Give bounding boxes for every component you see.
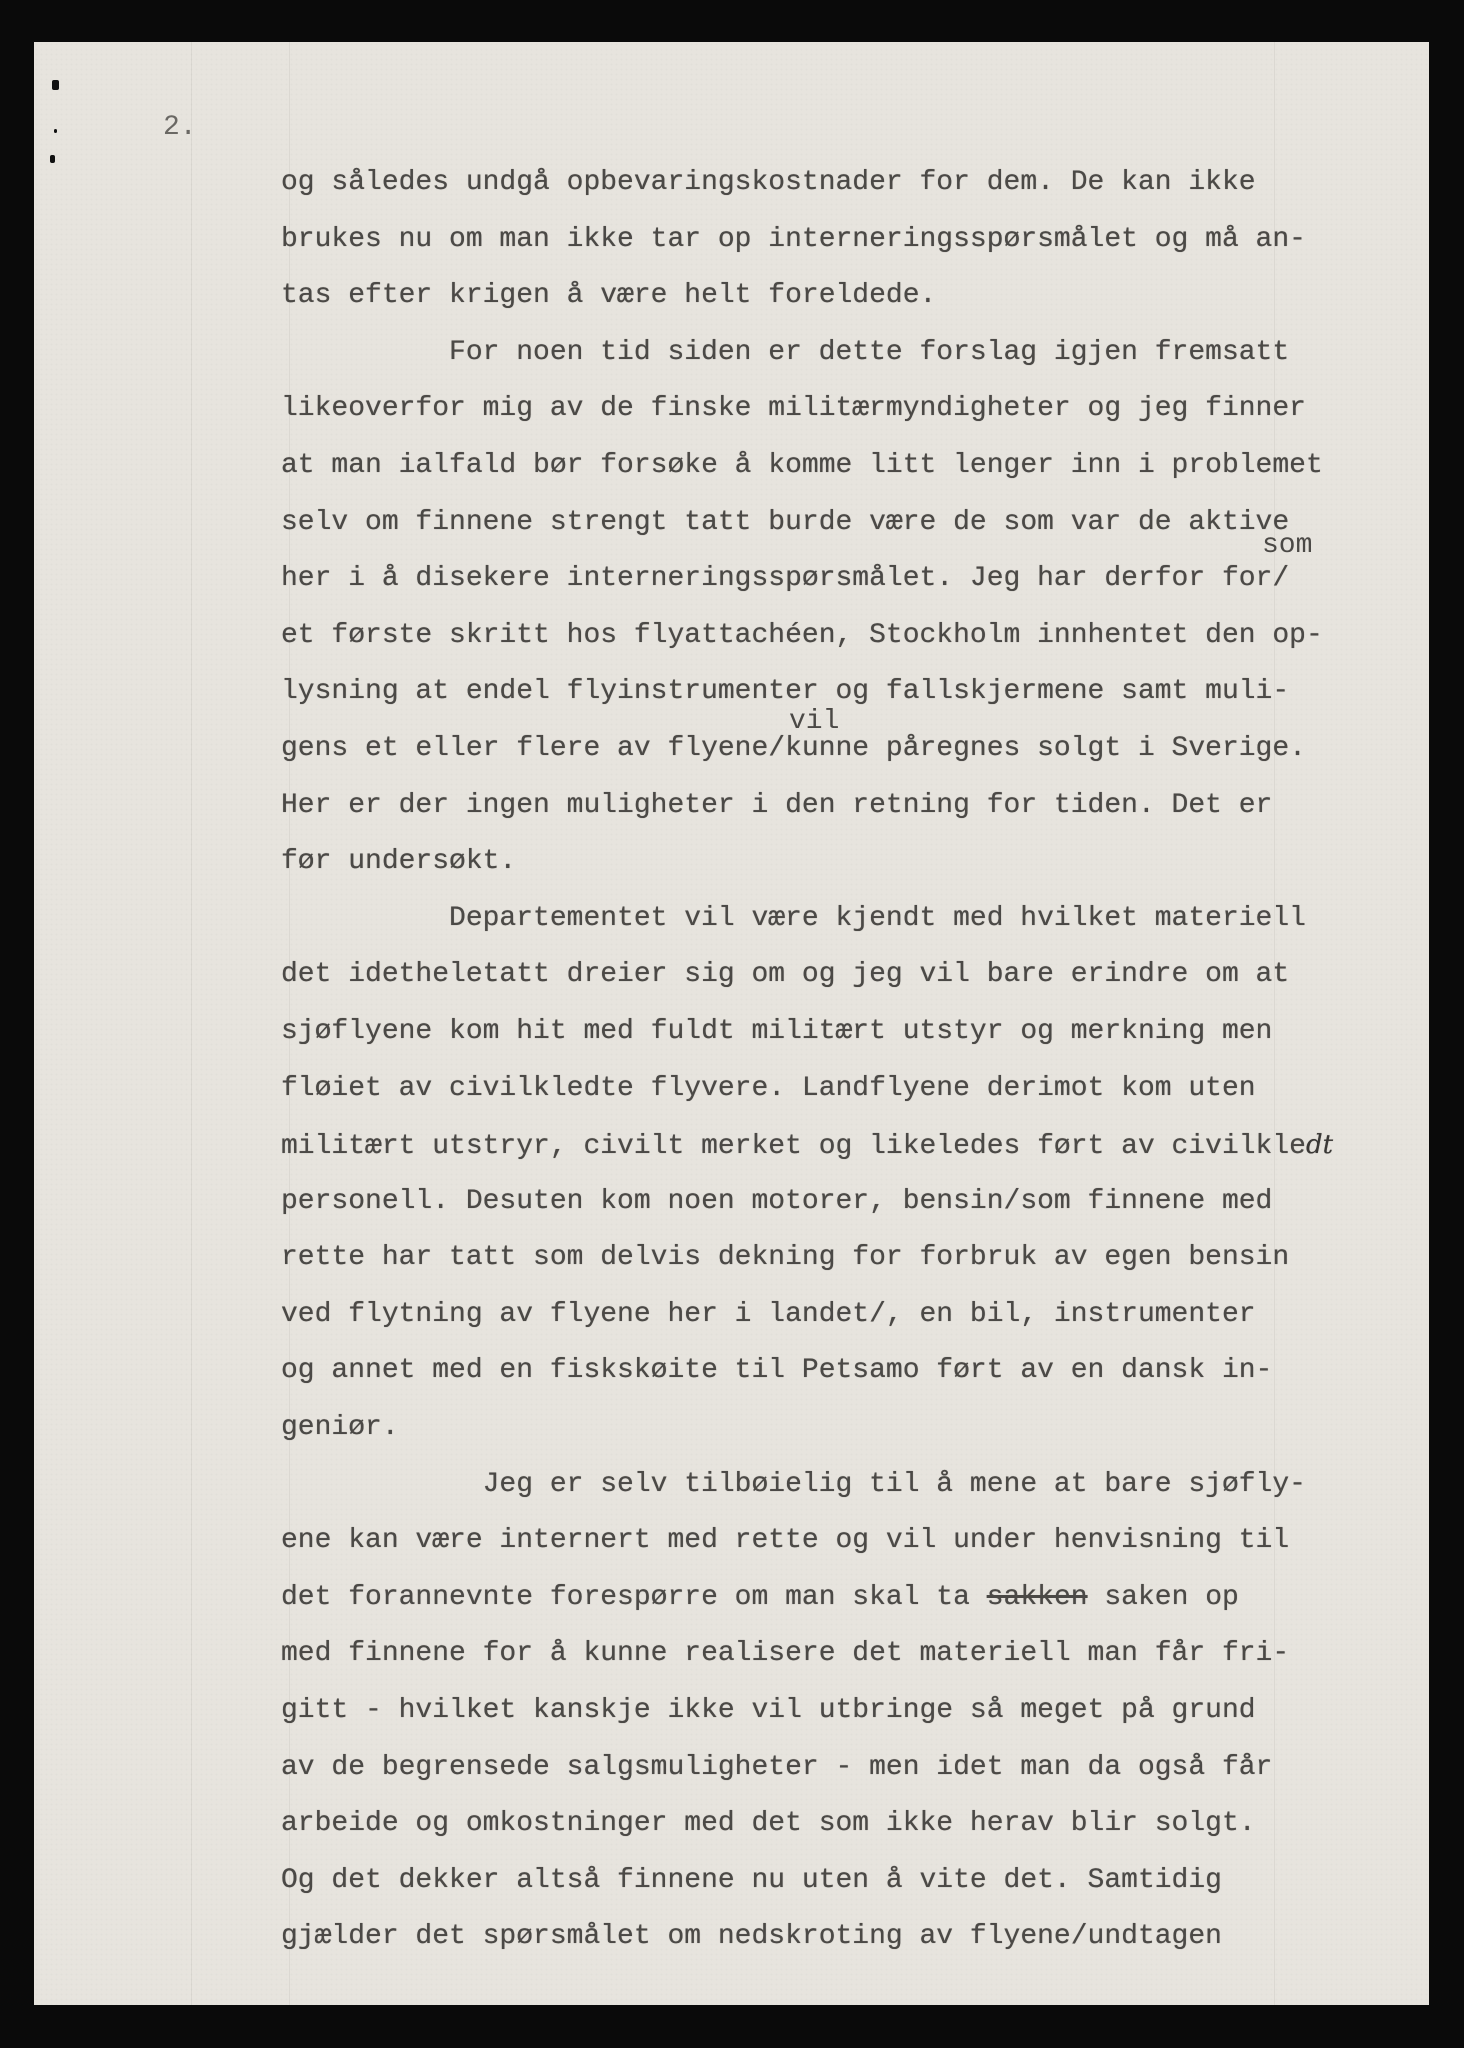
text-line: det idetheletatt dreier sig om og jeg vil bare erindre om at (281, 959, 1290, 991)
text-line: geniør. (281, 1412, 399, 1444)
text-line-part: saken op (1104, 1581, 1239, 1613)
text-line-part: det forannevnte forespørre om man skal ta (281, 1581, 970, 1613)
text-line: og annet med en fiskskøite til Petsamo ført av en dansk in- (281, 1355, 1273, 1387)
paper-fold-line (191, 42, 192, 2005)
text-line: et første skritt hos flyattachéen, Stockholm innhentet den op- (281, 619, 1323, 651)
binding-hole-mark (52, 80, 59, 90)
text-line: gjælder det spørsmålet om nedskroting av flyene/undtagen (281, 1921, 1222, 1953)
text-line: med finnene for å kunne realisere det materiell man får fri- (281, 1638, 1290, 1670)
text-line: lysning at endel flyinstrumenter og fallskjermene samt muli- (281, 676, 1290, 708)
text-line-with-strikeout (281, 1570, 1333, 1627)
text-line: gens et eller flere av flyene/kunne påregnes solgt i Sverige. (281, 732, 1306, 764)
text-line: og således undgå opbevaringskostnader for dem. De kan ikke (281, 167, 1256, 198)
text-line: fløiet av civilkledte flyvere. Landflyene derimot kom uten (281, 1072, 1256, 1104)
struck-out-word: sakken (986, 1581, 1088, 1613)
text-line-part: militært utstryr, civilt merket og likeledes ført av civilkle (281, 1131, 1306, 1163)
text-line: arbeide og omkostninger med det som ikke herav blir solgt. (281, 1808, 1256, 1840)
text-line: rette har tatt som delvis dekning for forbruk av egen bensin (281, 1242, 1290, 1274)
binding-hole-mark (54, 129, 57, 133)
page-number: 2. (163, 112, 197, 143)
handwritten-correction: dt (1305, 1130, 1334, 1161)
text-line: Og det dekker altså finnene nu uten å vite det. Samtidig (281, 1864, 1222, 1896)
typed-insertion-som: som (1262, 530, 1313, 561)
text-line: gitt - hvilket kanskje ikke vil utbringe så meget på grund (281, 1695, 1256, 1727)
binding-hole-mark (50, 155, 55, 163)
text-line: av de begrensede salgsmuligheter - men idet man da også får (281, 1751, 1273, 1783)
text-line-with-handwriting (281, 1117, 1333, 1174)
paragraph-start-line: For noen tid siden er dette forslag igjen fremsatt (449, 336, 1290, 368)
paragraph-start-line: Jeg er selv tilbøielig til å mene at bare sjøfly- (482, 1468, 1306, 1500)
typed-insertion-vil: vil (789, 706, 840, 737)
text-line: her i å disekere interneringsspørsmålet. Jeg har derfor for/ (281, 563, 1290, 595)
letter-body (281, 155, 1333, 1966)
text-line: Her er der ingen muligheter i den retning for tiden. Det er (281, 789, 1273, 821)
text-line: før undersøkt. (281, 846, 517, 878)
text-line: personell. Desuten kom noen motorer, bensin/som finnene med (281, 1185, 1273, 1217)
text-line: likeoverfor mig av de finske militærmyndigheter og jeg finner (281, 393, 1306, 425)
text-line: tas efter krigen å være helt foreldede. (281, 280, 937, 312)
text-line: brukes nu om man ikke tar op interneringsspørsmålet og må an- (281, 223, 1306, 255)
text-line: ved flytning av flyene her i landet/, en bil, instrumenter (281, 1298, 1256, 1330)
text-line: sjøflyene kom hit med fuldt militært utstyr og merkning men (281, 1015, 1273, 1047)
text-line: at man ialfald bør forsøke å komme litt lenger inn i problemet (281, 449, 1323, 481)
text-line: selv om finnene strengt tatt burde være de som var de aktive (281, 506, 1290, 538)
text-line: ene kan være internert med rette og vil under henvisning til (281, 1525, 1290, 1557)
paragraph-start-line: Departementet vil være kjendt med hvilket materiell (449, 902, 1306, 934)
